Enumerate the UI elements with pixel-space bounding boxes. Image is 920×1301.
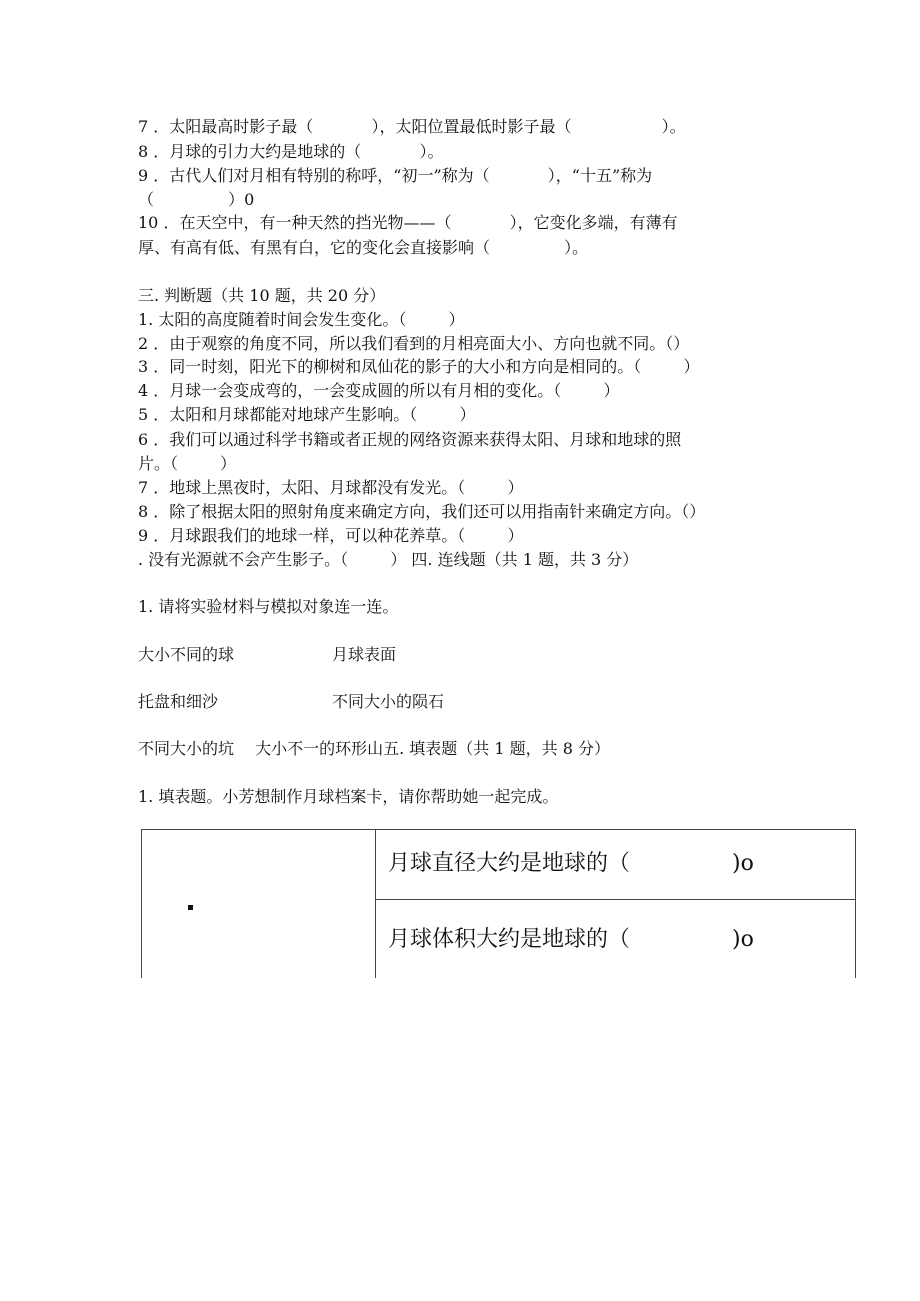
table-left-border <box>141 829 142 978</box>
fill-q7: 7 ．太阳最高时影子最（ ），太阳位置最低时影子最（ ）。 <box>138 117 686 136</box>
judge-item-10: . 没有光源就不会产生影子。（ ） 四. 连线题（共 1 题，共 3 分） <box>138 550 639 569</box>
fill-q9-line1: 9 ．古代人们对月相有特别的称呼，“初一”称为（ ），“十五”称为 <box>138 166 653 185</box>
judge-item-6-line2: 片。（ ） <box>138 454 237 473</box>
table-right-border <box>855 829 856 978</box>
judge-item-9: 9 ．月球跟我们的地球一样，可以种花养草。（ ） <box>138 526 524 545</box>
matching-left-2: 托盘和细沙 <box>138 692 219 711</box>
table-prompt: 1. 填表题。小芳想制作月球档案卡，请你帮助她一起完成。 <box>138 787 559 806</box>
judge-item-3: 3 ．同一时刻，阳光下的柳树和凤仙花的影子的大小和方向是相同的。（ ） <box>138 357 700 376</box>
fill-q9-line2: （ ）0 <box>138 190 255 209</box>
judge-heading: 三. 判断题（共 10 题，共 20 分） <box>138 286 386 305</box>
fill-q8: 8 ．月球的引力大约是地球的（ ）。 <box>138 142 444 161</box>
fill-q10-line1: 10 ．在天空中，有一种天然的挡光物——（ ），它变化多端，有薄有 <box>138 213 678 232</box>
table-top-border <box>141 829 856 830</box>
matching-prompt: 1. 请将实验材料与模拟对象连一连。 <box>138 597 399 616</box>
judge-item-1: 1. 太阳的高度随着时间会发生变化。（ ） <box>138 310 465 329</box>
table-dot-mark <box>188 905 193 910</box>
table-row-diameter: 月球直径大约是地球的（ )o <box>388 851 754 876</box>
judge-item-8: 8 ．除了根据太阳的照射角度来确定方向，我们还可以用指南针来确定方向。（） <box>138 502 706 521</box>
matching-row-3: 不同大小的坑 大小不一的环形山五. 填表题（共 1 题，共 8 分） <box>138 739 610 758</box>
matching-left-1: 大小不同的球 <box>138 645 235 664</box>
table-mid-border <box>375 829 376 978</box>
matching-right-1: 月球表面 <box>332 645 397 664</box>
fill-q10-line2: 厚、有高有低、有黑有白，它的变化会直接影响（ ）。 <box>138 238 589 257</box>
judge-item-6-line1: 6 ．我们可以通过科学书籍或者正规的网络资源来获得太阳、月球和地球的照 <box>138 430 682 449</box>
judge-item-4: 4 ．月球一会变成弯的，一会变成圆的所以有月相的变化。（ ） <box>138 381 620 400</box>
judge-item-2: 2 ．由于观察的角度不同，所以我们看到的月相亮面大小、方向也就不同。（） <box>138 334 690 353</box>
table-row-divider <box>375 899 856 900</box>
table-row-volume: 月球体积大约是地球的（ )o <box>388 927 754 952</box>
matching-right-2: 不同大小的陨石 <box>332 692 445 711</box>
judge-item-5: 5 ．太阳和月球都能对地球产生影响。（ ） <box>138 405 476 424</box>
judge-item-7: 7 ．地球上黑夜时，太阳、月球都没有发光。（ ） <box>138 478 524 497</box>
moon-file-table <box>141 829 856 978</box>
